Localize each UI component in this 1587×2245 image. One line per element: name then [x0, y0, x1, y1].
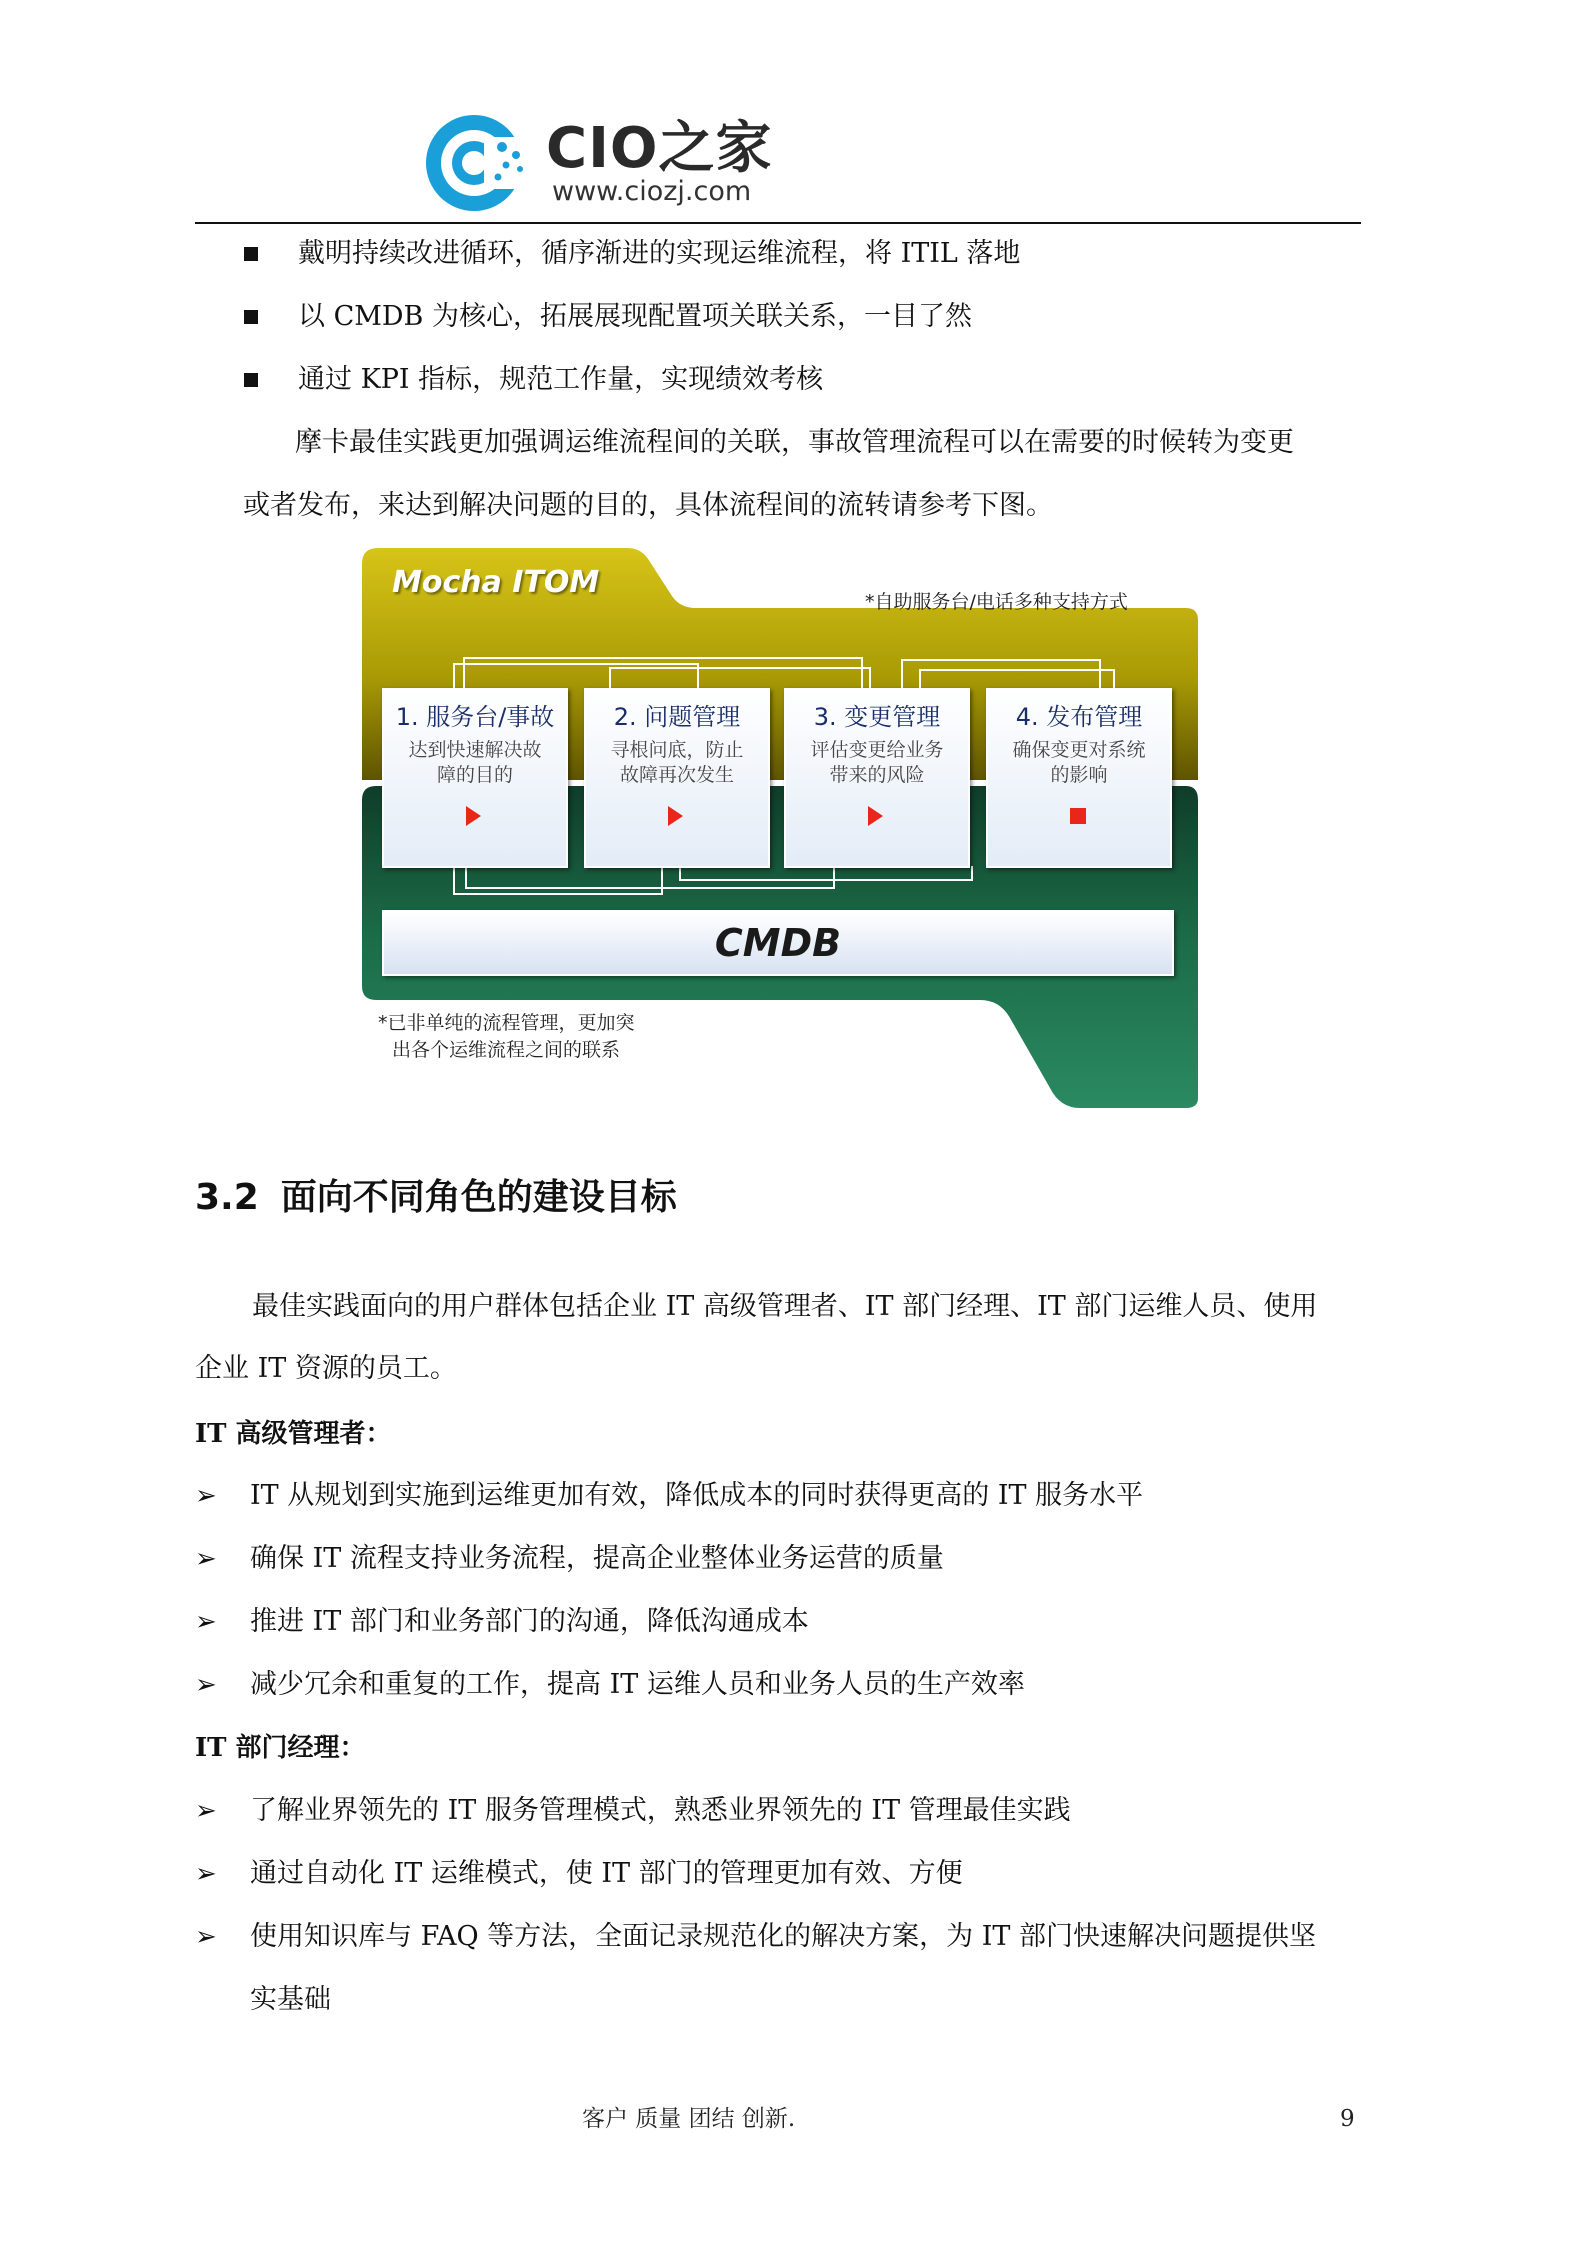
list-item: 减少冗余和重复的工作，提高 IT 运维人员和业务人员的生产效率 — [250, 1669, 1025, 1700]
arrow-bullet-icon: ➢ — [195, 1922, 217, 1952]
arrow-bullet-icon: ➢ — [195, 1607, 217, 1637]
step-desc — [792, 738, 962, 788]
group-heading-senior-manager: IT 高级管理者： — [195, 1419, 392, 1449]
process-step-release — [986, 688, 1172, 868]
cmdb-bar — [382, 910, 1174, 976]
step-desc — [390, 738, 560, 788]
step-title: 3. 变更管理 — [813, 703, 941, 731]
intro-paragraph-line: 或者发布，来达到解决问题的目的，具体流程间的流转请参考下图。 — [243, 490, 1053, 521]
step-desc-line: 达到快速解决故 — [408, 739, 542, 761]
step-desc-line: 评估变更给业务 — [810, 739, 944, 761]
cio-logo — [420, 105, 800, 220]
cmdb-label: CMDB — [714, 921, 842, 965]
page-number: 9 — [1340, 2106, 1355, 2132]
section-title: 面向不同角色的建设目标 — [280, 1177, 677, 1218]
step-desc-line: 故障再次发生 — [619, 764, 734, 786]
section-heading — [195, 1176, 677, 1220]
bottom-note-line: 出各个运维流程之间的联系 — [392, 1039, 621, 1061]
step-title: 1. 服务台/事故 — [395, 703, 555, 731]
play-icon — [668, 806, 683, 826]
arrow-bullet-icon: ➢ — [195, 1859, 217, 1889]
step-desc — [592, 738, 762, 788]
arrow-bullet-icon: ➢ — [195, 1481, 217, 1511]
square-bullet-icon — [244, 247, 258, 261]
brand-name: CIO之家 — [546, 116, 773, 181]
group-heading-it-manager: IT 部门经理： — [195, 1733, 366, 1763]
section-paragraph-line: 企业 IT 资源的员工。 — [195, 1353, 457, 1384]
brand-url: www.ciozj.com — [552, 176, 752, 207]
process-step-problem — [584, 688, 770, 868]
diagram-title: Mocha ITOM — [392, 565, 600, 600]
step-desc — [994, 738, 1164, 788]
list-item: 确保 IT 流程支持业务流程，提高企业整体业务运营的质量 — [250, 1543, 944, 1574]
step-desc-line: 带来的风险 — [829, 764, 925, 786]
step-desc-line: 确保变更对系统 — [1012, 739, 1146, 761]
play-icon — [466, 806, 481, 826]
process-step-change — [784, 688, 970, 868]
section-number: 3.2 — [195, 1177, 259, 1218]
arrow-bullet-icon: ➢ — [195, 1670, 217, 1700]
diagram-bottom-note — [378, 1010, 635, 1064]
step-desc-line: 障的目的 — [436, 764, 513, 786]
list-item: 推进 IT 部门和业务部门的沟通，降低沟通成本 — [250, 1606, 809, 1637]
list-item: IT 从规划到实施到运维更加有效，降低成本的同时获得更高的 IT 服务水平 — [250, 1480, 1144, 1511]
list-item: 了解业界领先的 IT 服务管理模式，熟悉业界领先的 IT 管理最佳实践 — [250, 1795, 1071, 1826]
diagram-top-note: *自助服务台/电话多种支持方式 — [865, 591, 1128, 613]
bullet-item: 以 CMDB 为核心，拓展展现配置项关联关系，一目了然 — [298, 301, 972, 332]
footer-motto: 客户 质量 团结 创新. — [582, 2106, 796, 2132]
play-icon — [868, 806, 883, 826]
section-paragraph-line: 最佳实践面向的用户群体包括企业 IT 高级管理者、IT 部门经理、IT 部门运维人员、使用 — [252, 1291, 1318, 1322]
mocha-itom-diagram — [360, 548, 1200, 1108]
cio-logo-icon — [420, 107, 540, 217]
list-item: 通过自动化 IT 运维模式，使 IT 部门的管理更加有效、方便 — [250, 1858, 963, 1889]
arrow-bullet-icon: ➢ — [195, 1796, 217, 1826]
bullet-item: 通过 KPI 指标，规范工作量，实现绩效考核 — [298, 364, 824, 395]
arrow-bullet-icon: ➢ — [195, 1544, 217, 1574]
process-step-incident — [382, 688, 568, 868]
list-item-continuation: 实基础 — [250, 1984, 331, 2015]
step-desc-line: 的影响 — [1050, 764, 1108, 786]
square-bullet-icon — [244, 310, 258, 324]
bottom-note-line: *已非单纯的流程管理，更加突 — [378, 1012, 635, 1034]
square-bullet-icon — [244, 373, 258, 387]
step-title: 2. 问题管理 — [613, 703, 741, 731]
step-title: 4. 发布管理 — [1015, 703, 1143, 731]
list-item: 使用知识库与 FAQ 等方法，全面记录规范化的解决方案，为 IT 部门快速解决问题提供坚 — [250, 1921, 1317, 1952]
header-rule — [195, 222, 1361, 224]
intro-paragraph-line: 摩卡最佳实践更加强调运维流程间的关联，事故管理流程可以在需要的时候转为变更 — [295, 427, 1294, 458]
step-desc-line: 寻根问底，防止 — [610, 739, 744, 761]
stop-icon — [1070, 808, 1086, 824]
bullet-item: 戴明持续改进循环，循序渐进的实现运维流程，将 ITIL 落地 — [298, 238, 1021, 269]
